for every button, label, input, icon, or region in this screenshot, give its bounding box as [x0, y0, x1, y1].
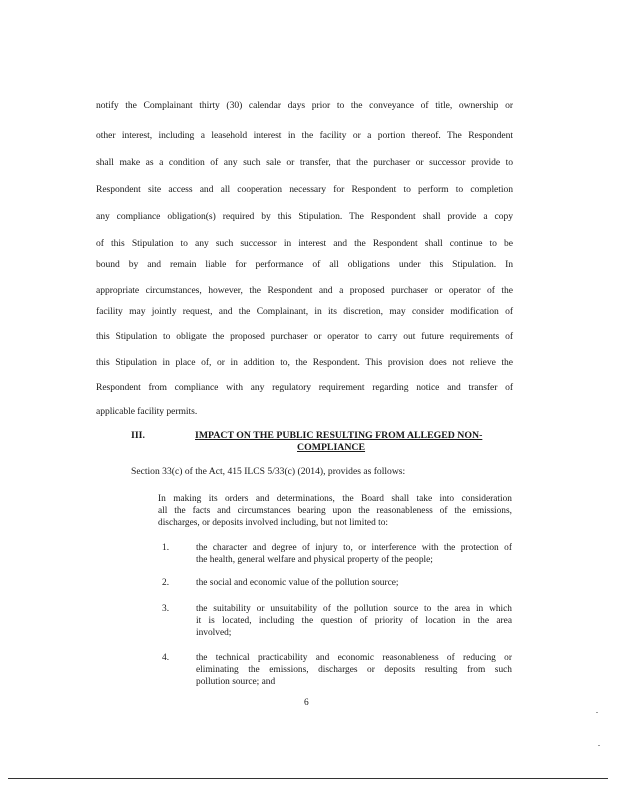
list-item-line: the suitability or unsuitability of the pollution source to the area in which — [196, 604, 512, 614]
body-line-5: any compliance obligation(s) required by this Stipulation. The Respondent shall provide a copy — [96, 211, 513, 222]
body-line-6: of this Stipulation to any such successor in interest and the Respondent shall continue to be — [96, 238, 513, 249]
body-line-8: appropriate circumstances, however, the Respondent and a proposed purchaser or operator of the — [96, 285, 513, 296]
list-item-line: eliminating the emissions, discharges or deposits resulting from such — [196, 665, 512, 675]
list-item-line: the health, general welfare and physical property of the people; — [196, 555, 433, 565]
section-heading-continued: COMPLIANCE — [297, 442, 366, 453]
body-line-2: other interest, including a leasehold interest in the facility or a portion thereof. The Respondent — [96, 130, 513, 141]
list-item-number: 4. — [162, 653, 170, 663]
list-item-line: the social and economic value of the pollution source; — [196, 578, 399, 588]
body-line-4: Respondent site access and all cooperation necessary for Respondent to perform to completion — [96, 184, 513, 195]
list-item-line: involved; — [196, 628, 232, 638]
bottom-rule — [8, 778, 608, 779]
body-line-1: notify the Complainant thirty (30) calendar days prior to the conveyance of title, ownership or — [96, 100, 513, 111]
body-line-11: this Stipulation in place of, or in addition to, the Respondent. This provision does not relieve the — [96, 357, 513, 368]
quote-line-3: discharges, or deposits involved including, but not limited to: — [158, 518, 389, 528]
list-item-number: 1. — [162, 543, 170, 553]
scan-speck — [598, 745, 600, 746]
list-item-line: it is located, including the question of priority of location in the area — [196, 616, 512, 626]
list-item-number: 3. — [162, 604, 170, 614]
section-heading: IMPACT ON THE PUBLIC RESULTING FROM ALLEGED NON- — [195, 430, 483, 441]
body-line-12: Respondent from compliance with any regulatory requirement regarding notice and transfer of — [96, 382, 513, 393]
quote-line-1: In making its orders and determinations, the Board shall take into consideration — [158, 494, 512, 504]
section-number: III. — [131, 430, 145, 441]
quote-line-2: all the facts and circumstances bearing upon the reasonableness of the emissions, — [158, 506, 512, 516]
body-line-13: applicable facility permits. — [96, 406, 198, 417]
list-item-line: pollution source; and — [196, 677, 276, 687]
page-number: 6 — [304, 698, 309, 708]
list-item-number: 2. — [162, 578, 170, 588]
body-line-10: this Stipulation to obligate the proposed purchaser or operator to carry out future requirements of — [96, 331, 513, 342]
body-line-7: bound by and remain liable for performance of all obligations under this Stipulation. In — [96, 259, 513, 270]
body-line-9: facility may jointly request, and the Complainant, in its discretion, may consider modification of — [96, 306, 513, 317]
scan-speck — [596, 712, 598, 713]
list-item-line: the technical practicability and economic reasonableness of reducing or — [196, 653, 512, 663]
body-line-3: shall make as a condition of any such sale or transfer, that the purchaser or successor provide to — [96, 157, 513, 168]
section-intro: Section 33(c) of the Act, 415 ILCS 5/33(c) (2014), provides as follows: — [131, 466, 406, 477]
list-item-line: the character and degree of injury to, or interference with the protection of — [196, 543, 512, 553]
